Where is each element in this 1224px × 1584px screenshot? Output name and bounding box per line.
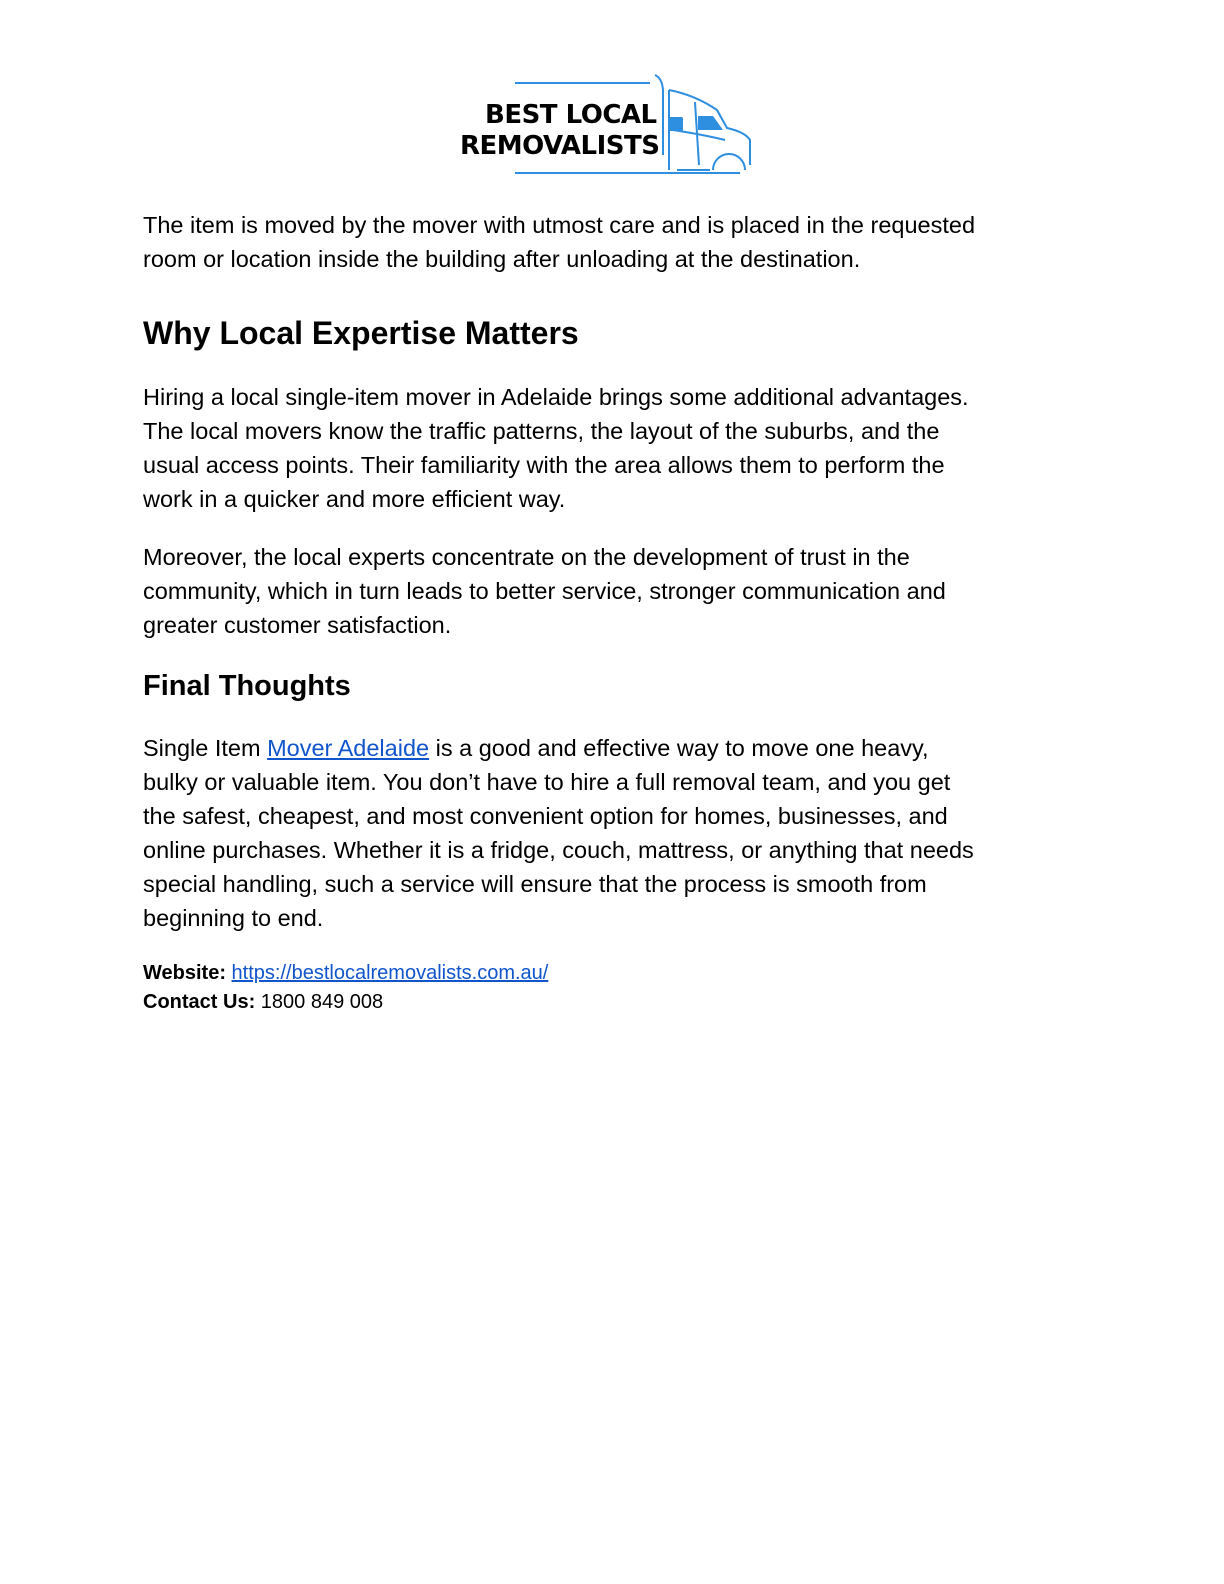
phone-number: 1800 849 008: [260, 991, 384, 1013]
intro-paragraph: [143, 208, 1083, 276]
text-line: community, which in turn leads to better service, stronger communication and: [143, 578, 946, 604]
contact-label: Contact Us:: [143, 991, 256, 1013]
text-line: [143, 731, 1083, 765]
text-line: work in a quicker and more efficient way.: [143, 486, 566, 512]
logo-line-2: REMOVALISTS: [460, 131, 660, 161]
logo-line-1: BEST LOCAL: [485, 100, 657, 130]
text-line: Hiring a local single-item mover in Adelaide brings some additional advantages.: [143, 384, 969, 410]
website-link[interactable]: https://bestlocalremovalists.com.au/: [231, 962, 549, 984]
final-thoughts-paragraph: [143, 731, 1083, 935]
text-line: usual access points. Their familiarity with the area allows them to perform the: [143, 452, 945, 478]
text-line: Moreover, the local experts concentrate on the development of trust in the: [143, 544, 910, 570]
text-line: greater customer satisfaction.: [143, 612, 452, 638]
mover-adelaide-link[interactable]: Mover Adelaide: [267, 735, 430, 761]
text-line: bulky or valuable item. You don’t have to hire a full removal team, and you get: [143, 769, 951, 795]
local-expertise-paragraph-1: [143, 380, 1083, 516]
text-line: the safest, cheapest, and most convenient option for homes, businesses, and: [143, 803, 948, 829]
contact-info: [143, 959, 1083, 1017]
local-expertise-paragraph-2: [143, 540, 1083, 642]
text-fragment: Single Item: [143, 735, 268, 761]
text-line: The item is moved by the mover with utmost care and is placed in the requested: [143, 212, 976, 238]
text-line: room or location inside the building after unloading at the destination.: [143, 246, 861, 272]
section-heading-local-expertise: Why Local Expertise Matters: [143, 315, 579, 351]
contact-row: [143, 988, 1083, 1017]
text-line: special handling, such a service will ensure that the process is smooth from: [143, 871, 927, 897]
website-label: Website:: [143, 962, 226, 984]
text-line: beginning to end.: [143, 905, 324, 931]
text-line: The local movers know the traffic patterns, the layout of the suburbs, and the: [143, 418, 940, 444]
section-heading-final-thoughts: Final Thoughts: [143, 670, 351, 702]
text-fragment: is a good and effective way to move one heavy,: [429, 735, 929, 761]
text-line: online purchases. Whether it is a fridge, couch, mattress, or anything that needs: [143, 837, 974, 863]
website-row: [143, 959, 1083, 988]
company-logo: [455, 70, 755, 178]
